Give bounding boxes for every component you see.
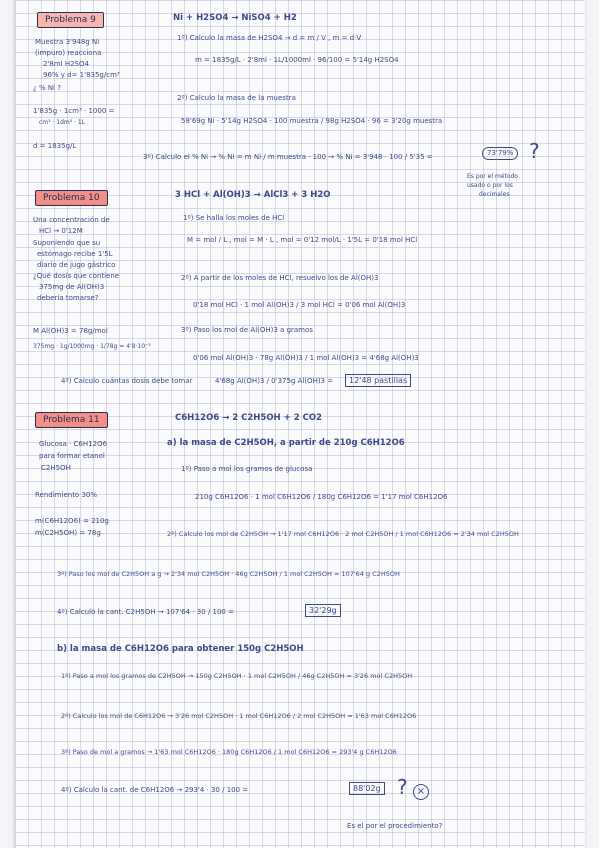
p10-given-1: Una concentración de (33, 216, 110, 224)
p10-given-7: 375mg de Al(OH)3 (39, 283, 105, 291)
p10-step-3-calc: 0'06 mol Al(OH)3 · 78g Al(OH)3 / 1 mol Al(OH)3 = 4'68g Al(OH)3 (193, 354, 419, 362)
p9-density-conversion: 1'835g · 1cm³ · 1000 = (33, 107, 115, 115)
p9-note-3: decimales (479, 191, 510, 198)
p11-a-result: 32'29g (305, 604, 341, 617)
p11-b-step-4: 4º) Calculo la cant. de C6H12O6 → 293'4 · 30 / 100 = (61, 786, 249, 794)
p10-step-1: 1º) Se halla los moles de HCl (183, 214, 285, 222)
p11-given-4: Rendimiento 30% (35, 491, 97, 499)
p11-reaction: C6H12O6 → 2 C2H5OH + 2 CO2 (175, 413, 322, 423)
p11-a-step-1: 1º) Paso a mol los gramos de glucosa (181, 465, 313, 473)
p9-step-1: 1º) Calculo la masa de H2SO4 → d = m / V , m = d·V (177, 34, 362, 42)
p11-cross-mark: × (413, 784, 429, 800)
p9-density-result: d = 1835g/L (33, 142, 77, 150)
p9-question-mark: ? (529, 139, 540, 163)
p10-step-4-calc: 4'68g Al(OH)3 / 0'375g Al(OH)3 = (215, 377, 334, 385)
p11-part-a: a) la masa de C2H5OH, a partir de 210g C6H12O6 (167, 438, 405, 448)
p9-step-2: 2º) Calculo la masa de la muestra (177, 94, 296, 102)
p11-given-3: C2H5OH (41, 464, 71, 472)
p9-note-1: Es por el método (467, 173, 518, 180)
p10-step-4: 4º) Calculo cuántas dosis debe tomar (61, 377, 193, 385)
p11-given-6: m(C2H5OH) = 78g (35, 529, 101, 537)
p9-reaction: Ni + H2SO4 → NiSO4 + H2 (173, 13, 297, 23)
p11-given-2: para formar etanol (39, 452, 105, 460)
p9-step-1-calc: m = 1835g/L · 2'8ml · 1L/1000ml · 96/100 = 5'14g H2SO4 (195, 56, 399, 64)
p11-given-5: m(C6H12O6) = 210g (35, 517, 109, 525)
p10-step-3: 3º) Paso los mol de Al(OH)3 a gramos (181, 326, 313, 334)
problem-9-header: Problema 9 (37, 12, 104, 28)
p9-given-1: Muestra 3'948g Ni (35, 38, 100, 46)
p9-step-2-calc: 58'69g Ni · 5'14g H2SO4 · 100 muestra / 98g H2SO4 · 96 = 3'20g muestra (181, 117, 443, 125)
p11-note: Es el por el procedimiento? (347, 822, 443, 830)
p9-density-units: cm³ · 1dm³ · 1L (39, 119, 86, 126)
p10-step-2-calc: 0'18 mol HCl · 1 mol Al(OH)3 / 3 mol HCl = 0'06 mol Al(OH)3 (193, 301, 406, 309)
p9-given-3: 2'8ml H2SO4 (43, 60, 89, 68)
p10-step-1-calc: M = mol / L , mol = M · L , mol = 0'12 mol/L · 1'5L = 0'18 mol HCl (187, 236, 418, 244)
p11-part-b: b) la masa de C6H12O6 para obtener 150g C2H5OH (57, 644, 304, 654)
p11-a-step-3: 3º) Paso los mol de C2H5OH a g → 2'34 mol C2H5OH · 46g C2H5OH / 1 mol C2H5OH = 107'64 g C2H5OH (57, 570, 400, 578)
p10-result: 12'48 pastillas (345, 374, 411, 387)
p9-given-2: (impuro) reacciona (35, 49, 102, 57)
p9-step-3: 3º) Calculo el % Ni → % Ni = m Ni / m muestra · 100 → % Ni = 3'948 · 100 / 5'35 = (143, 153, 433, 161)
p11-b-result: 88'02g (349, 782, 385, 795)
p10-given-2: HCl → 0'12M (39, 227, 83, 235)
p11-b-step-2: 2º) Calculo los mol de C6H12O6 → 3'26 mol C2H5OH · 1 mol C6H12O6 / 2 mol C2H5OH = 1'63 mol C6H12O6 (61, 712, 417, 720)
p11-a-step-4: 4º) Calculo la cant. C2H5OH → 107'64 · 30 / 100 = (57, 608, 234, 616)
p10-given-3: Suponiendo que su (33, 239, 101, 247)
p11-a-step-2: 2º) Calculo los mol de C2H5OH → 1'17 mol C6H12O6 · 2 mol C2H5OH / 1 mol C6H12O6 = 2'34 mol C2H5OH (167, 530, 519, 538)
p9-given-4: 96% y d= 1'835g/cm³ (43, 71, 120, 79)
p9-note-2: usado o por los (467, 182, 513, 189)
p10-given-5: diario de jugo gástrico (37, 261, 116, 269)
p10-given-4: estómago recibe 1'5L (37, 250, 113, 258)
p9-result: 73'79% (482, 147, 518, 160)
p10-reaction: 3 HCl + Al(OH)3 → AlCl3 + 3 H2O (175, 190, 331, 200)
p11-a-step-1-calc: 210g C6H12O6 · 1 mol C6H12O6 / 180g C6H12O6 = 1'17 mol C6H12O6 (195, 493, 448, 501)
p9-given-5: ¿ % Ni ? (33, 84, 61, 92)
p10-given-6: ¿Qué dosis que contiene (33, 272, 120, 280)
p11-b-step-3: 3º) Paso de mol a gramos → 1'63 mol C6H12O6 · 180g C6H12O6 / 1 mol C6H12O6 = 293'4 g C6H12O6 (61, 748, 397, 756)
p10-given-8: debería tomarse? (37, 294, 99, 302)
p11-b-step-1: 1º) Paso a mol los gramos de C2H5OH → 150g C2H5OH · 1 mol C2H5OH / 46g C2H5OH = 3'26 mol C2H5OH (61, 672, 413, 680)
notebook-page (14, 0, 585, 848)
p11-question-mark: ? (397, 775, 408, 799)
problem-10-header: Problema 10 (35, 190, 108, 206)
p11-given-1: Glucosa · C6H12O6 (39, 440, 108, 448)
p10-molar-calc: 375mg · 1g/1000mg · 1/78g = 4'8·10⁻³ (33, 343, 151, 350)
problem-11-header: Problema 11 (35, 412, 108, 428)
p10-step-2: 2º) A partir de los moles de HCl, resuelvo los de Al(OH)3 (181, 274, 379, 282)
p10-molar-mass: M Al(OH)3 = 78g/mol (33, 327, 108, 335)
